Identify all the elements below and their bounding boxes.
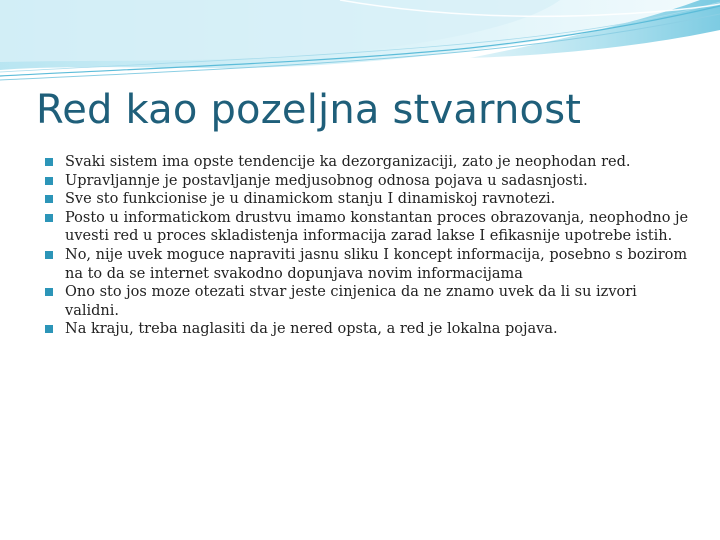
bullet-text: Ono sto jos moze otezati stvar jeste cinjenica da ne znamo uvek da li su izvori validni. — [65, 284, 637, 319]
wave-band-front — [0, 0, 560, 62]
bullet-text: Sve sto funkcionise je u dinamickom stanju I dinamiskoj ravnotezi. — [65, 191, 556, 208]
bullet-text: Na kraju, treba naglasiti da je nered opsta, a red je lokalna pojava. — [65, 321, 558, 338]
bullet-item — [44, 283, 694, 320]
bullet-list — [44, 153, 694, 339]
bullet-item — [44, 246, 694, 283]
bullet-item — [44, 172, 694, 191]
square-bullet-icon — [45, 325, 53, 333]
bullet-text: Svaki sistem ima opste tendencije ka dezorganizaciji, zato je neophodan red. — [65, 154, 631, 170]
slide-title: Red kao pozeljna stvarnost — [36, 87, 582, 133]
square-bullet-icon — [45, 158, 53, 166]
square-bullet-icon — [45, 251, 53, 259]
square-bullet-icon — [45, 214, 53, 222]
square-bullet-icon — [45, 195, 53, 203]
bullet-item — [44, 209, 694, 246]
bullet-text: No, nije uvek moguce napraviti jasnu sliku I koncept informacija, posebno s bozirom na to da se internet svakodno dopunjava novim informacijama — [65, 246, 688, 282]
square-bullet-icon — [45, 177, 53, 185]
bullet-item — [44, 190, 694, 209]
bullet-item — [44, 320, 694, 339]
bullet-text: Posto u informatickom drustvu imamo konstantan proces obrazovanja, neophodno je uvesti red u proces skladistenja informacija zarad lakse I efikasnije upotrebe istih. — [65, 209, 689, 245]
square-bullet-icon — [45, 288, 53, 296]
bullet-item — [44, 153, 694, 172]
bullet-text: Upravljannje je postavljanje medjusobnog odnosa pojava u sadasnjosti. — [65, 172, 588, 189]
header-wave-decoration — [0, 0, 720, 90]
